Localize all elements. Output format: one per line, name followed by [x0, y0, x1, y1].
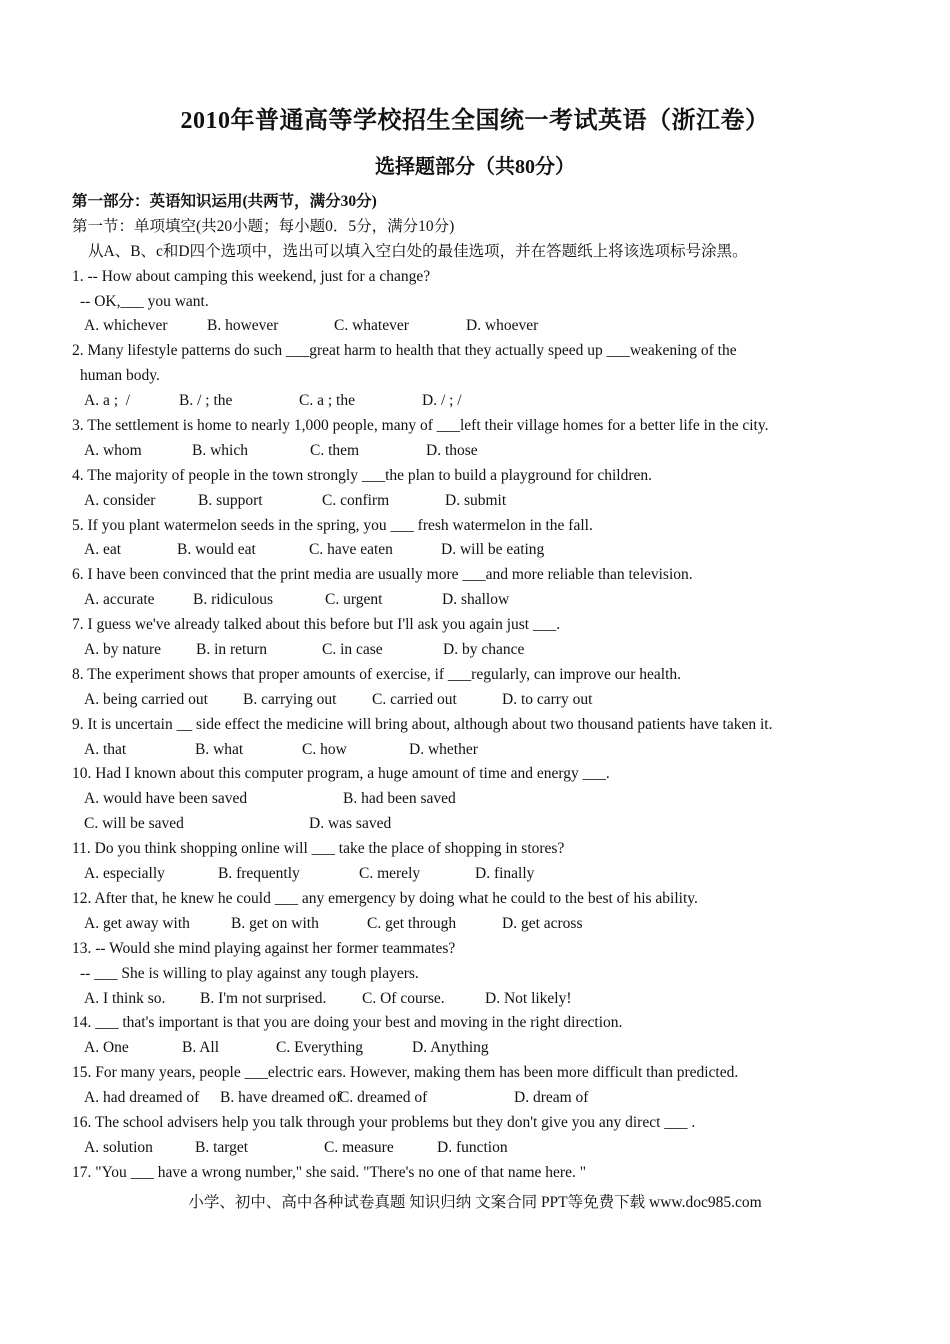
answer-option[interactable]: B. had been saved: [343, 790, 456, 808]
answer-option[interactable]: B. / ; the: [179, 392, 233, 410]
answer-option[interactable]: B. which: [192, 441, 248, 459]
answer-option[interactable]: C. Of course.: [362, 989, 445, 1007]
answer-option[interactable]: C. dreamed of: [339, 1089, 428, 1107]
answer-option[interactable]: D. function: [437, 1138, 508, 1156]
answer-option[interactable]: A. being carried out: [84, 690, 208, 708]
answer-option[interactable]: D. those: [426, 441, 478, 459]
option-row: [72, 738, 872, 763]
question-stem: 14. ___ that's important is that you are doing your best and moving in the right direction.: [72, 1014, 623, 1032]
option-row: [72, 912, 872, 937]
answer-option[interactable]: B. however: [207, 317, 279, 335]
option-row: [72, 389, 872, 414]
answer-option[interactable]: C. them: [310, 441, 360, 459]
answer-option[interactable]: B. I'm not surprised.: [200, 989, 327, 1007]
option-row: [72, 538, 872, 563]
answer-option[interactable]: D. whoever: [466, 317, 539, 335]
answer-option[interactable]: A. get away with: [84, 914, 190, 932]
question-stem: 5. If you plant watermelon seeds in the spring, you ___ fresh watermelon in the fall.: [72, 516, 593, 534]
answer-option[interactable]: D. whether: [409, 740, 478, 758]
answer-option[interactable]: C. confirm: [322, 491, 390, 509]
question-stem: 15. For many years, people ___electric ears. However, making them has been more difficult than predicted.: [72, 1064, 739, 1082]
answer-option[interactable]: D. by chance: [443, 641, 525, 659]
answer-option[interactable]: C. whatever: [334, 317, 409, 335]
question-stem: 4. The majority of people in the town strongly ___the plan to build a playground for children.: [72, 466, 652, 484]
answer-option[interactable]: A. a ; /: [84, 392, 131, 410]
option-row: [72, 987, 872, 1012]
answer-option[interactable]: B. support: [198, 491, 263, 509]
question-stem: 1. -- How about camping this weekend, just for a change?: [72, 267, 431, 285]
answer-option[interactable]: B. carrying out: [243, 690, 337, 708]
answer-option[interactable]: A. would have been saved: [84, 790, 248, 808]
question-stem: 8. The experiment shows that proper amounts of exercise, if ___regularly, can improve our health.: [72, 665, 682, 683]
option-row: [72, 588, 872, 613]
answer-option[interactable]: C. merely: [359, 865, 421, 883]
answer-option[interactable]: B. would eat: [177, 541, 256, 559]
answer-option[interactable]: A. had dreamed of: [84, 1089, 200, 1107]
answer-option[interactable]: A. whom: [84, 441, 142, 459]
question-stem: 7. I guess we've already talked about this before but I'll ask you again just ___.: [72, 616, 561, 634]
option-row: [72, 439, 872, 464]
answer-option[interactable]: A. that: [84, 740, 127, 758]
option-row: [72, 862, 872, 887]
option-row: [72, 1086, 872, 1111]
option-row: [72, 1036, 872, 1061]
answer-option[interactable]: D. was saved: [309, 815, 392, 833]
answer-option[interactable]: D. submit: [445, 491, 507, 509]
option-row: [72, 638, 872, 663]
answer-option[interactable]: C. urgent: [325, 591, 383, 609]
answer-option[interactable]: B. All: [182, 1039, 220, 1057]
answer-option[interactable]: C. in case: [322, 641, 383, 659]
answer-option[interactable]: D. dream of: [514, 1089, 589, 1107]
answer-option[interactable]: A. accurate: [84, 591, 155, 609]
answer-option[interactable]: B. frequently: [218, 865, 300, 883]
question-stem: 3. The settlement is home to nearly 1,000 people, many of ___left their village homes for a better life in the city.: [72, 417, 769, 435]
answer-option[interactable]: D. finally: [475, 865, 535, 883]
answer-option[interactable]: D. will be eating: [441, 541, 545, 559]
answer-option[interactable]: C. Everything: [276, 1039, 363, 1057]
part1-heading: 第一部分：英语知识运用(共两节，满分30分): [72, 193, 377, 210]
answer-option[interactable]: D. / ; /: [422, 392, 462, 410]
answer-option[interactable]: C. get through: [367, 914, 457, 932]
answer-option[interactable]: C. have eaten: [309, 541, 393, 559]
question-stem: 6. I have been convinced that the print media are usually more ___and more reliable than television.: [72, 566, 693, 584]
question-stem: 11. Do you think shopping online will ___ take the place of shopping in stores?: [72, 840, 565, 858]
answer-option[interactable]: C. how: [302, 740, 347, 758]
footer-text: 小学、初中、高中各种试卷真题 知识归纳 文案合同 PPT等免费下载 www.doc985.com: [188, 1194, 762, 1211]
section1-heading: 第一节：单项填空(共20小题；每小题0．5分，满分10分): [72, 217, 455, 235]
question-list: [72, 265, 872, 1186]
answer-option[interactable]: D. Anything: [412, 1039, 489, 1057]
option-row: [72, 812, 872, 837]
answer-option[interactable]: C. will be saved: [84, 815, 184, 833]
question-stem: 17. "You ___ have a wrong number," she said. "There's no one of that name here. ": [72, 1163, 587, 1181]
document-body: [72, 190, 872, 1186]
page-subtitle: 选择题部分（共80分）: [375, 156, 575, 178]
answer-option[interactable]: B. have dreamed of: [220, 1089, 342, 1107]
answer-option[interactable]: C. measure: [324, 1138, 394, 1156]
question-stem: 9. It is uncertain __ side effect the medicine will bring about, although about two thousand patients have taken it.: [72, 715, 773, 733]
answer-option[interactable]: B. get on with: [231, 914, 319, 932]
answer-option[interactable]: B. target: [195, 1138, 249, 1156]
instructions: 从A、B、c和D四个选项中，选出可以填入空白处的最佳选项，并在答题纸上将该选项标号涂黑。: [88, 242, 748, 260]
question-stem: 13. -- Would she mind playing against her former teammates?: [72, 939, 456, 957]
answer-option[interactable]: C. a ; the: [299, 392, 355, 410]
answer-option[interactable]: B. ridiculous: [193, 591, 274, 609]
option-row: [72, 787, 872, 812]
question-stem-continued: -- ___ She is willing to play against any tough players.: [80, 964, 419, 982]
answer-option[interactable]: A. especially: [84, 865, 165, 883]
answer-option[interactable]: A. One: [84, 1039, 129, 1057]
answer-option[interactable]: A. by nature: [84, 641, 162, 659]
answer-option[interactable]: A. eat: [84, 541, 122, 559]
answer-option[interactable]: B. what: [195, 740, 244, 758]
question-stem: 10. Had I known about this computer program, a huge amount of time and energy ___.: [72, 765, 610, 783]
question-stem: 16. The school advisers help you talk through your problems but they don't give you any direct ___ .: [72, 1113, 696, 1131]
option-row: [72, 314, 872, 339]
answer-option[interactable]: D. Not likely!: [485, 989, 572, 1007]
answer-option[interactable]: B. in return: [196, 641, 268, 659]
question-stem: 2. Many lifestyle patterns do such ___great harm to health that they actually speed up ___weakening of the: [72, 342, 737, 360]
question-stem: 12. After that, he knew he could ___ any emergency by doing what he could to the best of his ability.: [72, 889, 698, 907]
option-row: [72, 1136, 872, 1161]
page-title: 2010年普通高等学校招生全国统一考试英语（浙江卷）: [180, 108, 770, 134]
answer-option[interactable]: A. I think so.: [84, 989, 166, 1007]
answer-option[interactable]: C. carried out: [372, 690, 457, 708]
answer-option[interactable]: D. shallow: [442, 591, 510, 609]
question-stem-continued: -- OK,___ you want.: [80, 292, 209, 310]
answer-option[interactable]: A. consider: [84, 491, 156, 509]
answer-option[interactable]: A. solution: [84, 1138, 153, 1156]
answer-option[interactable]: D. to carry out: [502, 690, 593, 708]
answer-option[interactable]: A. whichever: [84, 317, 168, 335]
answer-option[interactable]: D. get across: [502, 914, 583, 932]
option-row: [72, 489, 872, 514]
question-stem-continued: human body.: [80, 367, 160, 385]
option-row: [72, 688, 872, 713]
